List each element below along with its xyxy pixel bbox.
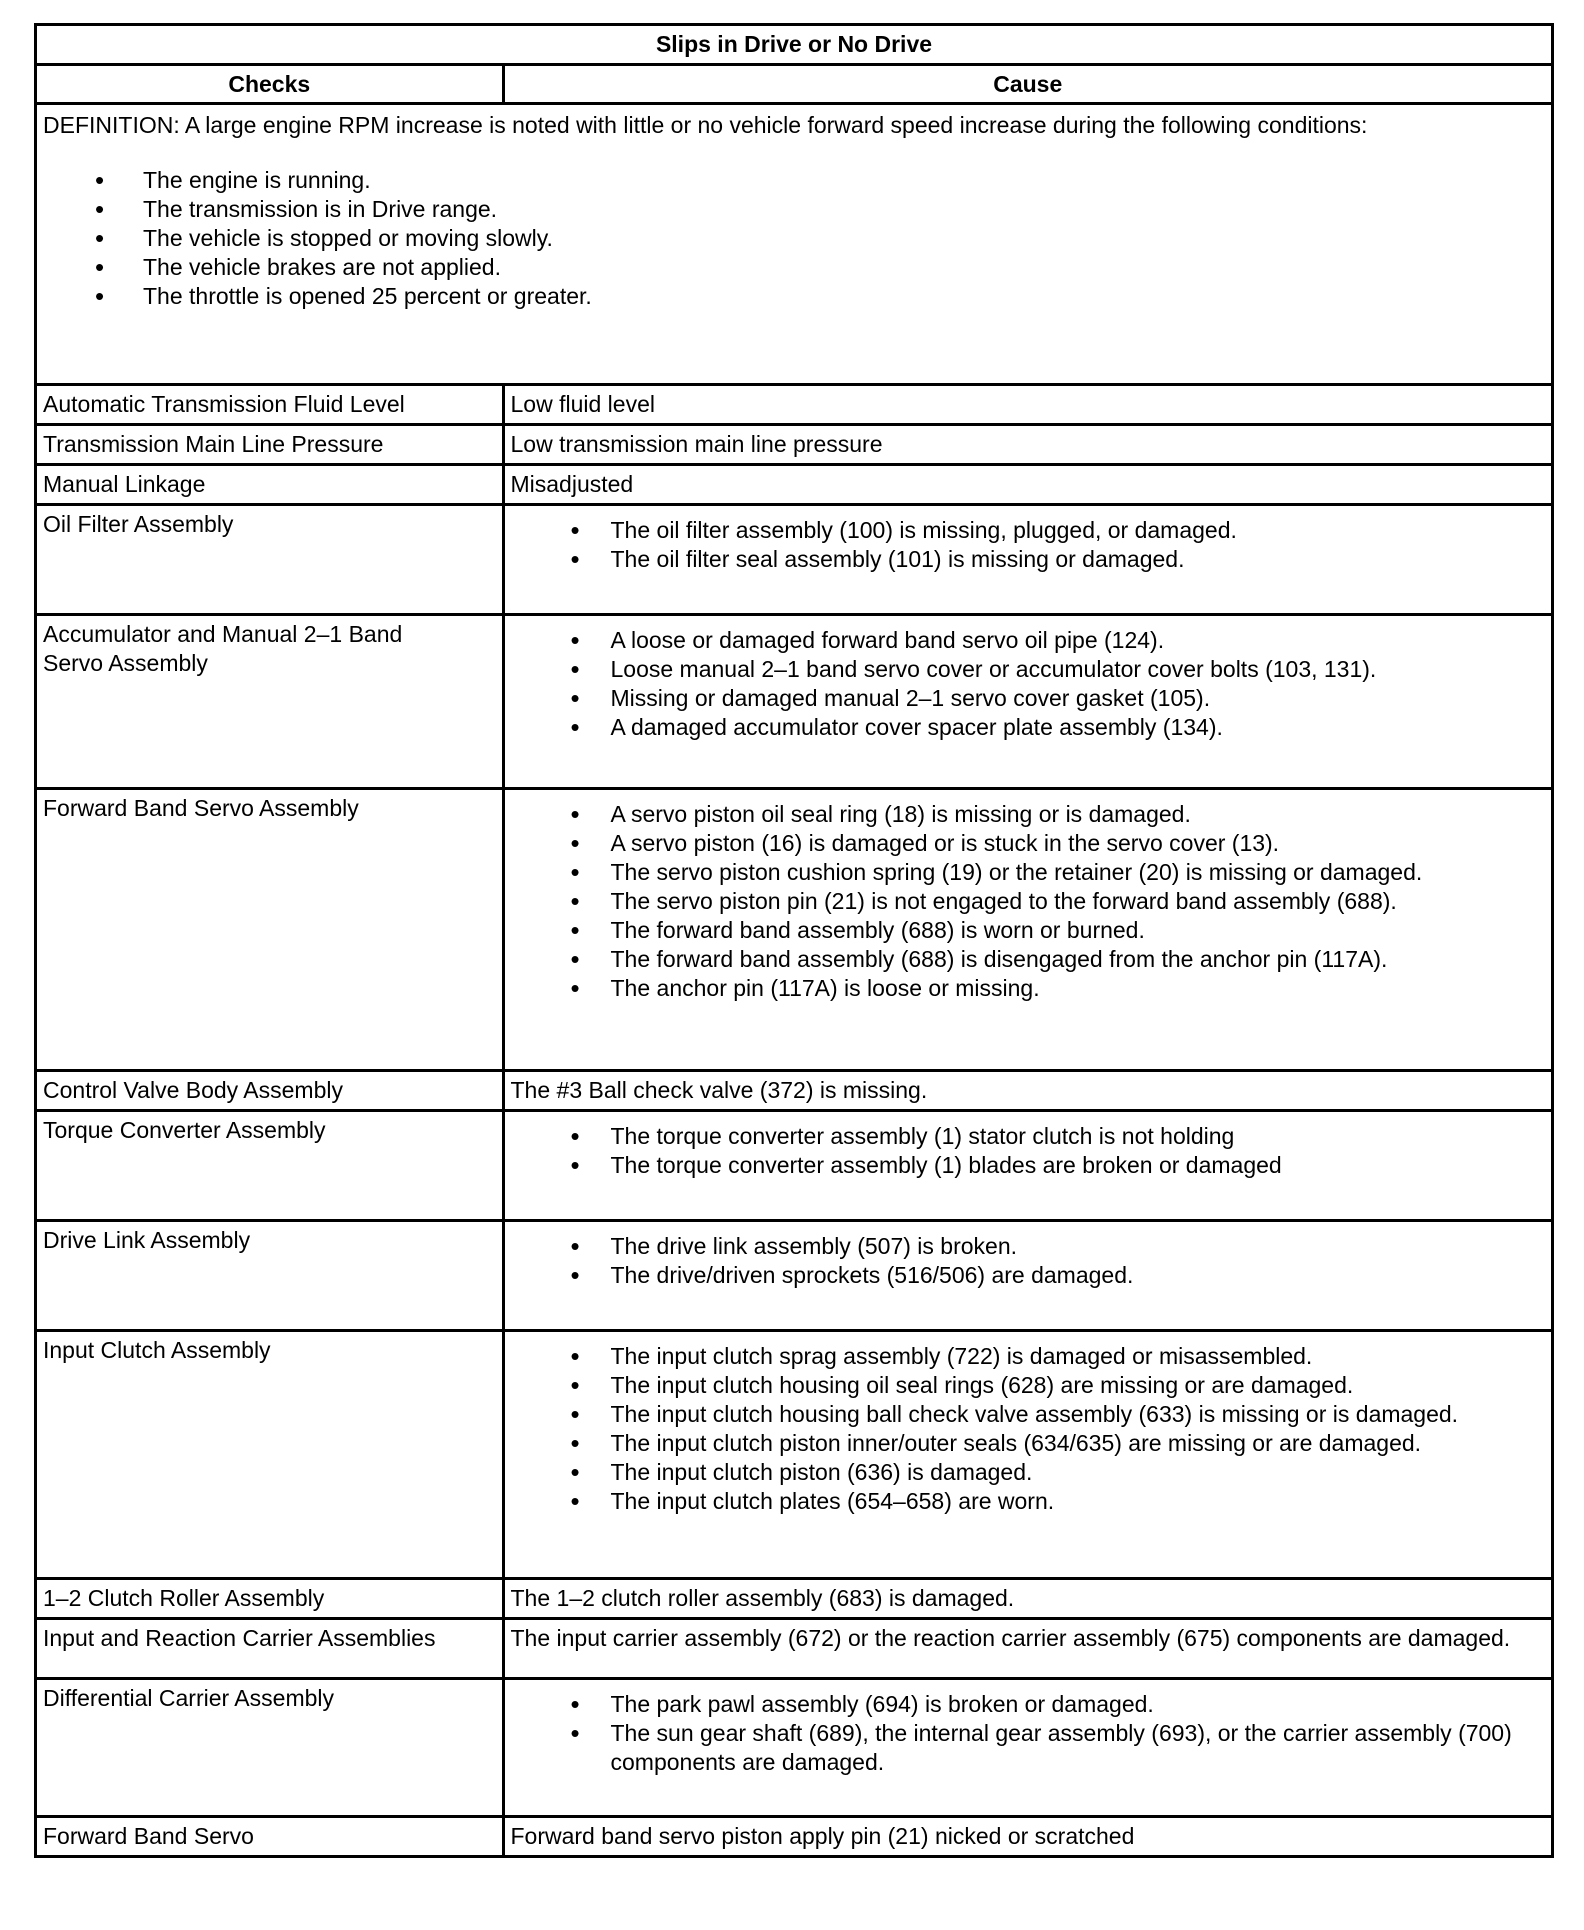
cause-cell — [503, 1679, 1551, 1817]
list-item: • The input clutch sprag assembly (722) is damaged or misassembled. — [511, 1342, 1546, 1371]
cause-list — [511, 1342, 1546, 1516]
table-row — [37, 1331, 1551, 1579]
cause-list — [511, 1232, 1546, 1290]
check-cell: Control Valve Body Assembly — [37, 1071, 503, 1111]
list-item: • The vehicle is stopped or moving slowly. — [43, 224, 1545, 253]
definition-conditions — [43, 166, 1545, 311]
table-row — [37, 425, 1551, 465]
check-cell: Forward Band Servo Assembly — [37, 789, 503, 1071]
check-cell: 1–2 Clutch Roller Assembly — [37, 1579, 503, 1619]
list-item: • The throttle is opened 25 percent or greater. — [43, 282, 1545, 311]
check-cell: Drive Link Assembly — [37, 1221, 503, 1331]
cause-cell: The 1–2 clutch roller assembly (683) is damaged. — [503, 1579, 1551, 1619]
cause-cell: The input carrier assembly (672) or the reaction carrier assembly (675) components are damaged. — [503, 1619, 1551, 1679]
diagnostic-table — [37, 26, 1551, 1855]
list-item: • The torque converter assembly (1) blades are broken or damaged — [511, 1151, 1546, 1180]
list-item: • The anchor pin (117A) is loose or missing. — [511, 974, 1546, 1003]
definition-text: DEFINITION: A large engine RPM increase is noted with little or no vehicle forward speed increase during the following conditions: — [43, 112, 1368, 138]
table-row — [37, 789, 1551, 1071]
cause-cell — [503, 505, 1551, 615]
check-cell: Automatic Transmission Fluid Level — [37, 385, 503, 425]
table-row — [37, 615, 1551, 789]
list-item: • The engine is running. — [43, 166, 1545, 195]
list-item: • The input clutch housing oil seal rings (628) are missing or are damaged. — [511, 1371, 1546, 1400]
cause-cell — [503, 789, 1551, 1071]
check-cell: Torque Converter Assembly — [37, 1111, 503, 1221]
list-item: • A servo piston (16) is damaged or is stuck in the servo cover (13). — [511, 829, 1546, 858]
list-item: • A loose or damaged forward band servo oil pipe (124). — [511, 626, 1546, 655]
table-row — [37, 1111, 1551, 1221]
cause-cell — [503, 1221, 1551, 1331]
list-item: • The servo piston pin (21) is not engaged to the forward band assembly (688). — [511, 887, 1546, 916]
list-item: • The forward band assembly (688) is disengaged from the anchor pin (117A). — [511, 945, 1546, 974]
check-cell: Input and Reaction Carrier Assemblies — [37, 1619, 503, 1679]
list-item: • The oil filter seal assembly (101) is missing or damaged. — [511, 545, 1546, 574]
list-item: • The drive link assembly (507) is broken. — [511, 1232, 1546, 1261]
column-header-checks: Checks — [37, 65, 503, 104]
cause-cell: Low fluid level — [503, 385, 1551, 425]
cause-cell: Low transmission main line pressure — [503, 425, 1551, 465]
column-header-cause: Cause — [503, 65, 1551, 104]
list-item: • The transmission is in Drive range. — [43, 195, 1545, 224]
list-item: • Missing or damaged manual 2–1 servo cover gasket (105). — [511, 684, 1546, 713]
cause-list — [511, 800, 1546, 1003]
list-item: • A damaged accumulator cover spacer plate assembly (134). — [511, 713, 1546, 742]
cause-cell — [503, 1111, 1551, 1221]
cause-list — [511, 626, 1546, 742]
list-item: • A servo piston oil seal ring (18) is missing or is damaged. — [511, 800, 1546, 829]
list-item: • Loose manual 2–1 band servo cover or accumulator cover bolts (103, 131). — [511, 655, 1546, 684]
table-row — [37, 1817, 1551, 1856]
cause-cell: The #3 Ball check valve (372) is missing. — [503, 1071, 1551, 1111]
cause-cell — [503, 1331, 1551, 1579]
list-item: • The input clutch piston inner/outer seals (634/635) are missing or are damaged. — [511, 1429, 1546, 1458]
list-item: • The vehicle brakes are not applied. — [43, 253, 1545, 282]
definition-cell — [37, 104, 1551, 385]
cause-list — [511, 1122, 1546, 1180]
table-row — [37, 385, 1551, 425]
list-item: • The drive/driven sprockets (516/506) are damaged. — [511, 1261, 1546, 1290]
list-item: • The servo piston cushion spring (19) or the retainer (20) is missing or damaged. — [511, 858, 1546, 887]
table-row — [37, 505, 1551, 615]
list-item: • The sun gear shaft (689), the internal gear assembly (693), or the carrier assembly (700) components are damaged. — [511, 1719, 1546, 1777]
diagnostic-table-frame — [34, 23, 1554, 1858]
table-row — [37, 1221, 1551, 1331]
list-item: • The input clutch piston (636) is damaged. — [511, 1458, 1546, 1487]
check-cell: Forward Band Servo — [37, 1817, 503, 1856]
cause-cell: Forward band servo piston apply pin (21) nicked or scratched — [503, 1817, 1551, 1856]
table-row — [37, 1071, 1551, 1111]
list-item: • The input clutch plates (654–658) are worn. — [511, 1487, 1546, 1516]
table-row — [37, 1679, 1551, 1817]
check-cell: Accumulator and Manual 2–1 Band Servo Assembly — [37, 615, 503, 789]
cause-list — [511, 1690, 1546, 1777]
list-item: • The input clutch housing ball check valve assembly (633) is missing or is damaged. — [511, 1400, 1546, 1429]
cause-cell — [503, 615, 1551, 789]
table-row — [37, 1579, 1551, 1619]
table-row — [37, 1619, 1551, 1679]
table-title: Slips in Drive or No Drive — [37, 26, 1551, 65]
check-cell: Oil Filter Assembly — [37, 505, 503, 615]
list-item: • The forward band assembly (688) is worn or burned. — [511, 916, 1546, 945]
list-item: • The park pawl assembly (694) is broken or damaged. — [511, 1690, 1546, 1719]
check-cell: Differential Carrier Assembly — [37, 1679, 503, 1817]
list-item: • The oil filter assembly (100) is missing, plugged, or damaged. — [511, 516, 1546, 545]
check-cell: Transmission Main Line Pressure — [37, 425, 503, 465]
check-cell: Input Clutch Assembly — [37, 1331, 503, 1579]
table-row — [37, 465, 1551, 505]
cause-cell: Misadjusted — [503, 465, 1551, 505]
list-item: • The torque converter assembly (1) stator clutch is not holding — [511, 1122, 1546, 1151]
cause-list — [511, 516, 1546, 574]
check-cell: Manual Linkage — [37, 465, 503, 505]
